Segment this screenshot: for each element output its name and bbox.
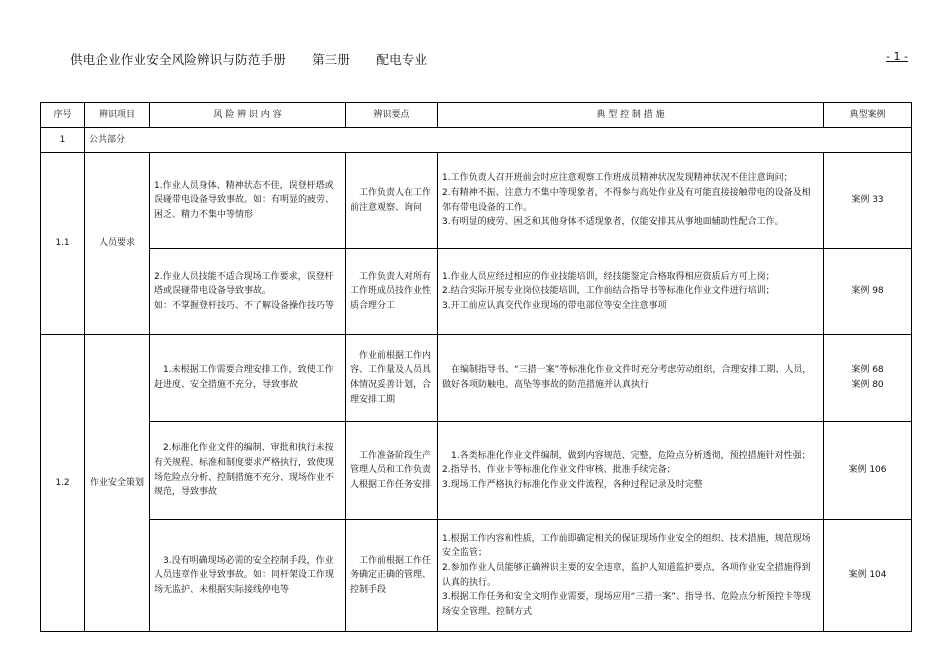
section-title: 公共部分 <box>85 128 912 153</box>
key-point: 工作负责人对所有工作班成员技作业性质合理分工 <box>346 249 438 335</box>
col-header-measures: 典 型 控 制 措 施 <box>438 103 824 128</box>
specialty-label: 配电专业 <box>376 52 428 67</box>
group-no: 1.2 <box>41 335 85 632</box>
table-row <box>41 335 912 422</box>
table-row <box>41 249 912 335</box>
key-point: 工作负责人在工作前注意观察、询问 <box>346 153 438 249</box>
typical-case: 案例 98 <box>824 249 912 335</box>
col-header-item: 辨识项目 <box>85 103 150 128</box>
table-row <box>41 422 912 520</box>
control-measures: 在编制指导书、“三措一案”等标准化作业文件时充分考虑劳动组织，合理安排工期、人员，做好各项防触电、高坠等事故的防范措施并认真执行 <box>438 335 824 422</box>
key-point: 工作前根据工作任务确定正确的管理、控制手段 <box>346 520 438 632</box>
volume-label: 第三册 <box>312 52 351 67</box>
table-row <box>41 153 912 249</box>
col-header-risk: 风 险 辨 识 内 容 <box>150 103 346 128</box>
page-header <box>70 50 449 68</box>
control-measures: 1.作业人员应经过相应的作业技能培训，经技能鉴定合格取得相应资质后方可上岗； 2.结合实际开展专业岗位技能培训，工作前结合指导书等标准化作业文件进行培训； 3.开工前应认真交代作业现场的带电部位等安全注意事项 <box>438 249 824 335</box>
typical-case: 案例 106 <box>824 422 912 520</box>
page-number: - 1 - <box>886 50 908 63</box>
key-point: 工作准备阶段生产管理人员和工作负责人根据工作任务安排 <box>346 422 438 520</box>
col-header-point: 辨识要点 <box>346 103 438 128</box>
risk-table <box>40 102 912 632</box>
manual-title: 供电企业作业安全风险辨识与防范手册 <box>70 52 286 67</box>
section-no: 1 <box>41 128 85 153</box>
group-item: 人员要求 <box>85 153 150 335</box>
risk-content: 3.没有明确现场必需的安全控制手段，作业人员违章作业导致事故。如：同杆架设工作现场无监护、未根据实际接线停电等 <box>150 520 346 632</box>
table-header-row <box>41 103 912 128</box>
risk-content: 1.作业人员身体、精神状态不佳，误登杆塔或误碰带电设备导致事故。如：有明显的疲劳、困乏、精力不集中等情形 <box>150 153 346 249</box>
risk-content: 1.未根据工作需要合理安排工作，致使工作赶进度、安全措施不充分，导致事故 <box>150 335 346 422</box>
group-no: 1.1 <box>41 153 85 335</box>
control-measures: 1.工作负责人召开班前会时应注意观察工作班成员精神状况发现精神状况不佳注意询问； 2.有精神不振、注意力不集中等现象者，不得参与高处作业及有可能直接接触带电的设备及相邻有带电设备的工作。 3.有明显的疲劳、困乏和其他身体不适现象者，仅能安排其从事地面辅助性配合工作。 <box>438 153 824 249</box>
typical-case: 案例 33 <box>824 153 912 249</box>
typical-case: 案例 104 <box>824 520 912 632</box>
control-measures: 1.根据工作内容和性质，工作前即确定相关的保证现场作业安全的组织、技术措施，规范现场安全监管； 2.参加作业人员能够正确辨识主要的安全违章，监护人知道监护要点，各项作业安全措施得到认真的执行。 3.根据工作任务和安全文明作业需要，现场应用“三措一案”、指导书、危险点分析预控卡等现场安全管理、控制方式 <box>438 520 824 632</box>
key-point: 作业前根据工作内容、工作量及人员具体情况妥善计划，合理安排工期 <box>346 335 438 422</box>
risk-content: 2.作业人员技能不适合现场工作要求，误登杆塔或误碰带电设备导致事故。 如：不掌握登杆技巧、不了解设备操作技巧等 <box>150 249 346 335</box>
risk-content: 2.标准化作业文件的编制、审批和执行未按有关规程、标准和制度要求严格执行，致使现场危险点分析、控制措施不充分、现场作业不规范，导致事故 <box>150 422 346 520</box>
control-measures: 1.各类标准化作业文件编制，做到内容规范、完整，危险点分析透彻，预控措施针对性强； 2.指导书、作业卡等标准化作业文件审核、批准手续完备； 3.现场工作严格执行标准化作业文件流程，各种过程记录及时完整 <box>438 422 824 520</box>
section-row <box>41 128 912 153</box>
table-row <box>41 520 912 632</box>
group-item: 作业安全策划 <box>85 335 150 632</box>
typical-case: 案例 68 案例 80 <box>824 335 912 422</box>
col-header-case: 典型案例 <box>824 103 912 128</box>
col-header-no: 序号 <box>41 103 85 128</box>
